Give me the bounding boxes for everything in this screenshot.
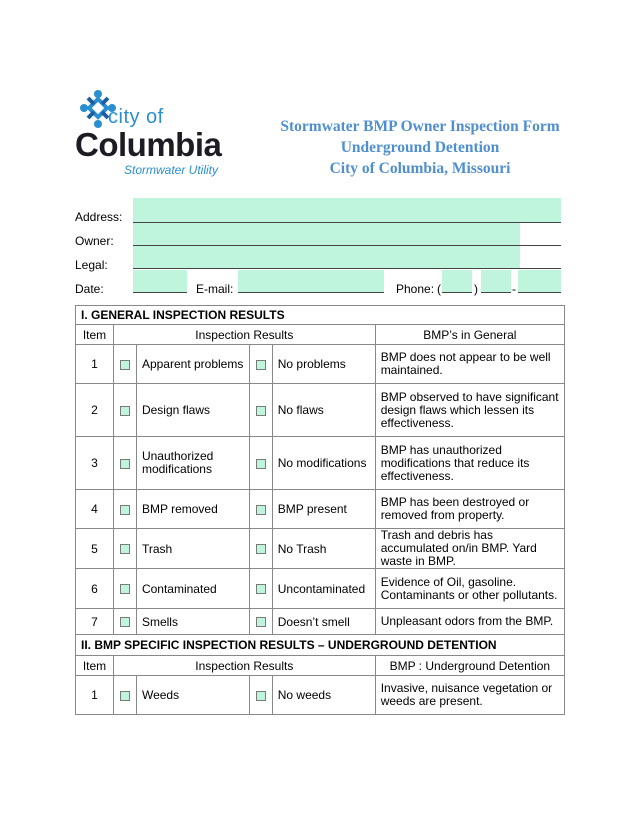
no-trash-checkbox[interactable] xyxy=(256,544,266,554)
title-line-3: City of Columbia, Missouri xyxy=(329,160,511,177)
section1-header-row xyxy=(76,325,565,345)
section1-title: I. GENERAL INSPECTION RESULTS xyxy=(76,306,565,325)
option-b-label: Doesn’t smell xyxy=(272,609,375,635)
weeds-checkbox[interactable] xyxy=(120,691,130,701)
address-label: Address: xyxy=(75,210,123,224)
bmp-removed-checkbox[interactable] xyxy=(120,505,130,515)
phone-label: Phone: xyxy=(396,282,435,296)
no-problems-checkbox[interactable] xyxy=(256,360,266,370)
row-item-number: 4 xyxy=(76,490,114,529)
legal-label: Legal: xyxy=(75,258,108,272)
header-bmp-underground-detention: BMP : Underground Detention xyxy=(375,656,564,676)
no-weeds-checkbox[interactable] xyxy=(256,691,266,701)
table-row xyxy=(76,490,565,529)
phone-dash: - xyxy=(512,282,516,296)
logo-city-of: city of xyxy=(108,106,164,128)
smells-checkbox[interactable] xyxy=(120,617,130,627)
header-inspection-results: Inspection Results xyxy=(113,656,375,676)
form-title xyxy=(270,116,570,179)
row-item-number: 2 xyxy=(76,384,114,437)
header-item: Item xyxy=(76,656,114,676)
section2-title-row xyxy=(76,635,565,656)
option-b-label: No flaws xyxy=(272,384,375,437)
doesnt-smell-checkbox[interactable] xyxy=(256,617,266,627)
apparent-problems-checkbox[interactable] xyxy=(120,360,130,370)
trash-checkbox[interactable] xyxy=(120,544,130,554)
logo-tagline: Stormwater Utility xyxy=(124,163,219,177)
row-item-number: 1 xyxy=(76,345,114,384)
email-label: E-mail: xyxy=(196,282,234,296)
legal-field[interactable] xyxy=(133,246,520,268)
row-item-number: 5 xyxy=(76,529,114,569)
contaminated-checkbox[interactable] xyxy=(120,584,130,594)
option-b-label: No modifications xyxy=(272,437,375,490)
no-flaws-checkbox[interactable] xyxy=(256,406,266,416)
general-description: Invasive, nuisance vegetation or weeds are present. xyxy=(375,676,564,715)
table-row xyxy=(76,437,565,490)
section1-title-row xyxy=(76,306,565,325)
row-item-number: 7 xyxy=(76,609,114,635)
email-underline xyxy=(238,292,384,293)
title-line-1: Stormwater BMP Owner Inspection Form xyxy=(280,118,560,135)
section2-header-row xyxy=(76,656,565,676)
address-field[interactable] xyxy=(133,198,561,222)
general-description: BMP has unauthorized modifications that reduce its effectiveness. xyxy=(375,437,564,490)
title-line-2: Underground Detention xyxy=(340,139,500,156)
general-description: BMP observed to have significant design flaws which lessen its effectiveness. xyxy=(375,384,564,437)
option-b-label: Uncontaminated xyxy=(272,569,375,609)
uncontaminated-checkbox[interactable] xyxy=(256,584,266,594)
general-description: BMP has been destroyed or removed from property. xyxy=(375,490,564,529)
option-a-label: Trash xyxy=(136,529,249,569)
date-field[interactable] xyxy=(133,270,187,292)
phone-close-paren: ) xyxy=(474,282,478,296)
row-item-number: 3 xyxy=(76,437,114,490)
inspection-table xyxy=(75,305,565,715)
table-row xyxy=(76,345,565,384)
general-description: Evidence of Oil, gasoline. Contaminants or other pollutants. xyxy=(375,569,564,609)
owner-label: Owner: xyxy=(75,234,114,248)
row-item-number: 6 xyxy=(76,569,114,609)
section2-title: II. BMP SPECIFIC INSPECTION RESULTS – UNDERGROUND DETENTION xyxy=(76,635,565,656)
table-row xyxy=(76,609,565,635)
option-a-label: Smells xyxy=(136,609,249,635)
option-a-label: Unauthorized modifications xyxy=(136,437,249,490)
option-b-label: No Trash xyxy=(272,529,375,569)
option-b-label: No weeds xyxy=(272,676,375,715)
option-a-label: Weeds xyxy=(136,676,249,715)
design-flaws-checkbox[interactable] xyxy=(120,406,130,416)
phone-area-code-field[interactable] xyxy=(442,270,472,292)
phone-line-underline xyxy=(518,292,561,293)
no-modifications-checkbox[interactable] xyxy=(256,459,266,469)
option-b-label: No problems xyxy=(272,345,375,384)
date-underline xyxy=(133,292,187,293)
header-inspection-results: Inspection Results xyxy=(113,325,375,345)
general-description: BMP does not appear to be well maintained. xyxy=(375,345,564,384)
option-a-label: BMP removed xyxy=(136,490,249,529)
header-item: Item xyxy=(76,325,114,345)
logo-columbia: Columbia xyxy=(75,126,222,163)
phone-line-field[interactable] xyxy=(518,270,561,292)
date-label: Date: xyxy=(75,282,104,296)
phone-open-paren: ( xyxy=(437,282,441,296)
option-a-label: Apparent problems xyxy=(136,345,249,384)
owner-field[interactable] xyxy=(133,223,520,245)
row-item-number: 1 xyxy=(76,676,114,715)
city-logo xyxy=(75,88,238,180)
email-field[interactable] xyxy=(238,270,384,292)
table-row xyxy=(76,384,565,437)
table-row xyxy=(76,529,565,569)
table-row xyxy=(76,569,565,609)
option-a-label: Design flaws xyxy=(136,384,249,437)
option-b-label: BMP present xyxy=(272,490,375,529)
phone-prefix-underline xyxy=(481,292,511,293)
legal-underline xyxy=(133,268,561,269)
phone-prefix-field[interactable] xyxy=(481,270,511,292)
table-row xyxy=(76,676,565,715)
phone-area-underline xyxy=(442,292,472,293)
bmp-present-checkbox[interactable] xyxy=(256,505,266,515)
header-bmps-in-general: BMP’s in General xyxy=(375,325,564,345)
unauthorized-modifications-checkbox[interactable] xyxy=(120,459,130,469)
general-description: Unpleasant odors from the BMP. xyxy=(375,609,564,635)
general-description: Trash and debris has accumulated on/in BMP. Yard waste in BMP. xyxy=(375,529,564,569)
option-a-label: Contaminated xyxy=(136,569,249,609)
